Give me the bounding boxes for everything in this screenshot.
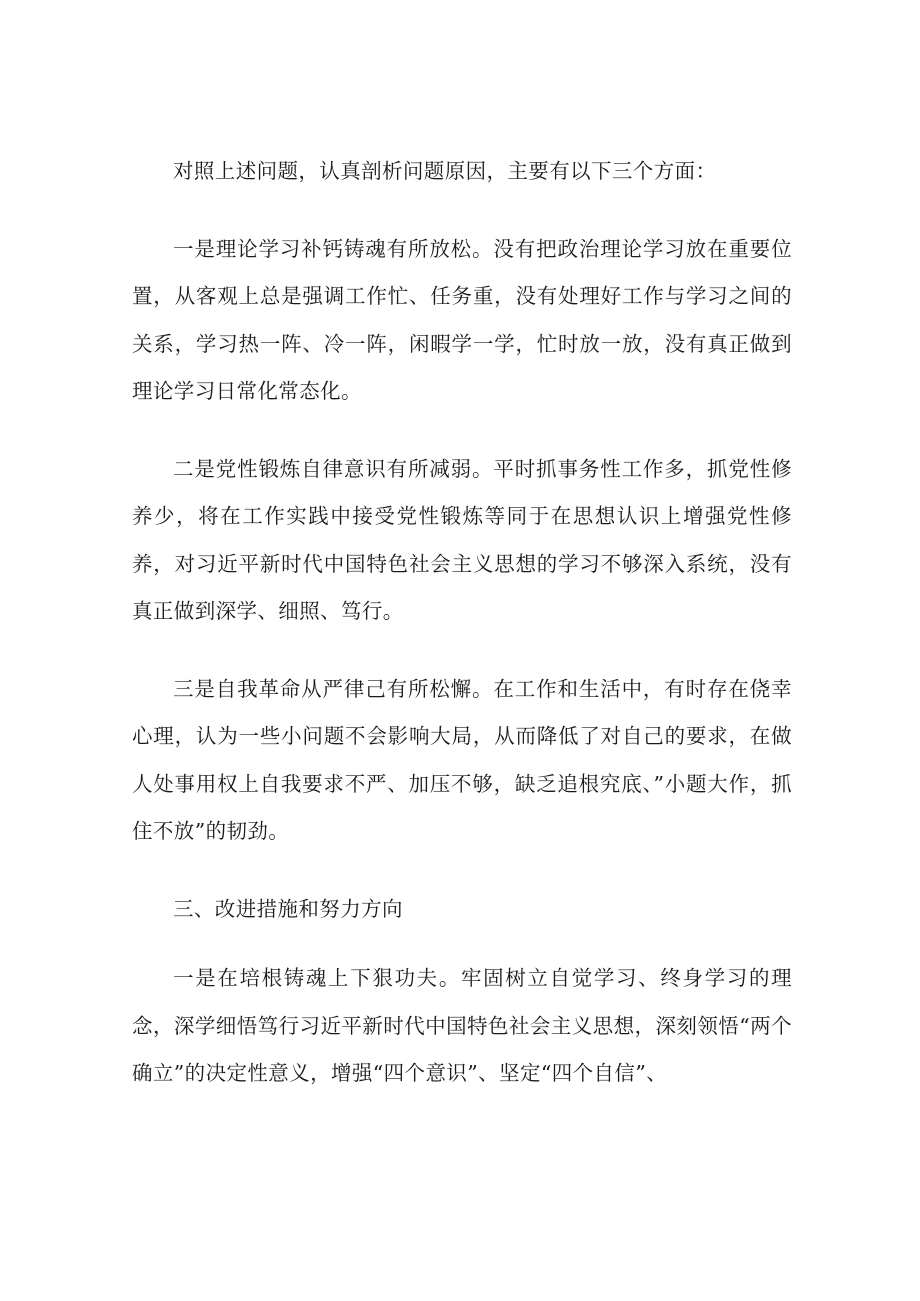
intro-paragraph: 对照上述问题，认真剖析问题原因，主要有以下三个方面： xyxy=(173,159,717,183)
section-heading: 三、改进措施和努力方向 xyxy=(173,896,403,921)
cause-paragraph-3: 三是自我革命从严律己有所松懈。在工作和生活中，有时存在侥幸心理，认为一些小问题不会影响大局，从而降低了对自己的要求，在做人处事用权上自我要求不严、加压不够，缺乏追根究底、”小题大作，抓住不放”的韧劲。 xyxy=(132,676,792,843)
document-body xyxy=(132,148,792,1128)
measure-paragraph-1: 一是在培根铸魂上下狠功夫。牢固树立自觉学习、终身学习的理念，深学细悟笃行习近平新时代中国特色社会主义思想，深刻领悟“两个确立”的决定性意义，增强“四个意识”、坚定“四个自信”、 xyxy=(132,966,792,1085)
cause-paragraph-1: 一是理论学习补钙铸魂有所放松。没有把政治理论学习放在重要位置，从客观上总是强调工作忙、任务重，没有处理好工作与学习之间的关系，学习热一阵、冷一阵，闲暇学一学，忙时放一放，没有真正做到理论学习日常化常态化。 xyxy=(132,236,792,403)
cause-paragraph-2: 二是党性锻炼自律意识有所减弱。平时抓事务性工作多，抓党性修养少，将在工作实践中接受党性锻炼等同于在思想认识上增强党性修养，对习近平新时代中国特色社会主义思想的学习不够深入系统，没有真正做到深学、细照、笃行。 xyxy=(132,456,792,623)
